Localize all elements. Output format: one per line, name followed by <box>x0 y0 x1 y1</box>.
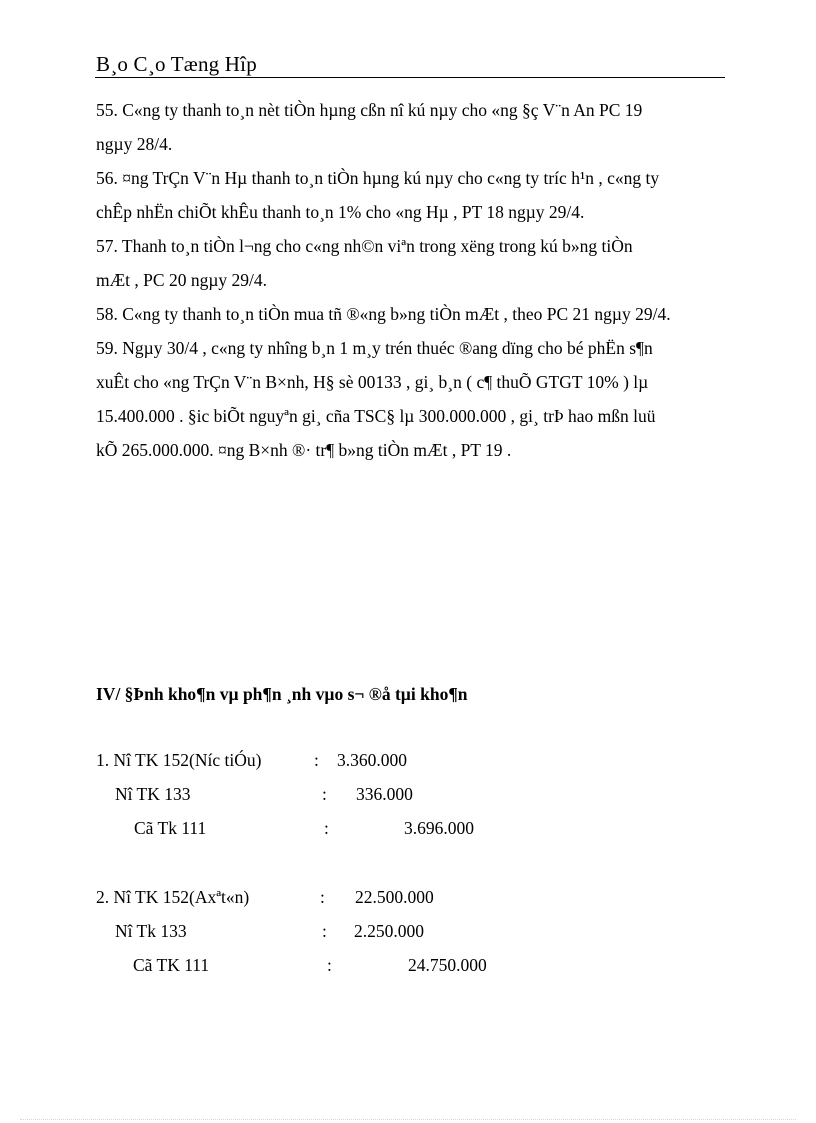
header-rule <box>95 77 725 78</box>
body-line: kÕ 265.000.000. ¤ng B×nh ®· tr¶ b»ng tiÒn mÆt , PT 19 . <box>96 440 512 460</box>
body-line: chÊp nhËn chiÕt khÊu thanh to¸n 1% cho «ng Hµ , PT 18 ngµy 29/4. <box>96 202 585 222</box>
entry-amount: 3.696.000 <box>404 818 474 838</box>
body-line: xuÊt cho «ng TrÇn V¨n B×nh, H§ sè 00133 , gi¸ b¸n ( c¶ thuÕ GTGT 10% ) lµ <box>96 372 649 392</box>
body-line: ngµy 28/4. <box>96 134 173 154</box>
body-line: 59. Ngµy 30/4 , c«ng ty nhîng b¸n 1 m¸y trén thuéc ®ang dïng cho bé phËn s¶n <box>96 338 653 358</box>
body-line: 57. Thanh to¸n tiÒn l¬ng cho c«ng nh©n viªn trong xëng trong kú b»ng tiÒn <box>96 236 633 256</box>
entry-amount: 22.500.000 <box>355 887 434 907</box>
body-line: 56. ¤ng TrÇn V¨n Hµ thanh to¸n tiÒn hµng kú nµy cho c«ng ty tríc h¹n , c«ng ty <box>96 168 660 188</box>
entry-amount: 24.750.000 <box>408 955 487 975</box>
entry-colon: : <box>320 887 325 907</box>
body-line: 15.400.000 . §ic biÕt nguyªn gi¸ cña TSC§ lµ 300.000.000 , gi¸ trÞ hao mßn luü <box>96 406 656 426</box>
body-line: 58. C«ng ty thanh to¸n tiÒn mua tñ ®«ng b»ng tiÒn mÆt , theo PC 21 ngµy 29/4. <box>96 304 671 324</box>
page-bottom-edge <box>20 1119 796 1120</box>
entry-account: 1. Nî TK 152(Níc tiÓu) <box>96 750 262 770</box>
entry-account: Nî TK 133 <box>115 784 191 804</box>
entry-account: Nî Tk 133 <box>115 921 187 941</box>
entry-amount: 336.000 <box>356 784 413 804</box>
entry-amount: 2.250.000 <box>354 921 424 941</box>
entry-colon: : <box>322 784 327 804</box>
entry-colon: : <box>314 750 319 770</box>
body-line: mÆt , PC 20 ngµy 29/4. <box>96 270 268 290</box>
entry-colon: : <box>327 955 332 975</box>
entry-amount: 3.360.000 <box>337 750 407 770</box>
entry-colon: : <box>322 921 327 941</box>
entry-colon: : <box>324 818 329 838</box>
body-line: 55. C«ng ty thanh to¸n nèt tiÒn hµng cßn nî kú nµy cho «ng §ç V¨n An PC 19 <box>96 100 643 120</box>
entry-account: 2. Nî TK 152(Axªt«n) <box>96 887 250 907</box>
entry-account: Cã Tk 111 <box>134 818 207 838</box>
section-heading: IV/ §Þnh kho¶n vµ ph¶n ¸nh vµo s¬ ®å tµi kho¶n <box>96 684 468 704</box>
entry-account: Cã TK 111 <box>133 955 210 975</box>
report-header-title: B¸o C¸o Tæng Hîp <box>96 52 257 76</box>
